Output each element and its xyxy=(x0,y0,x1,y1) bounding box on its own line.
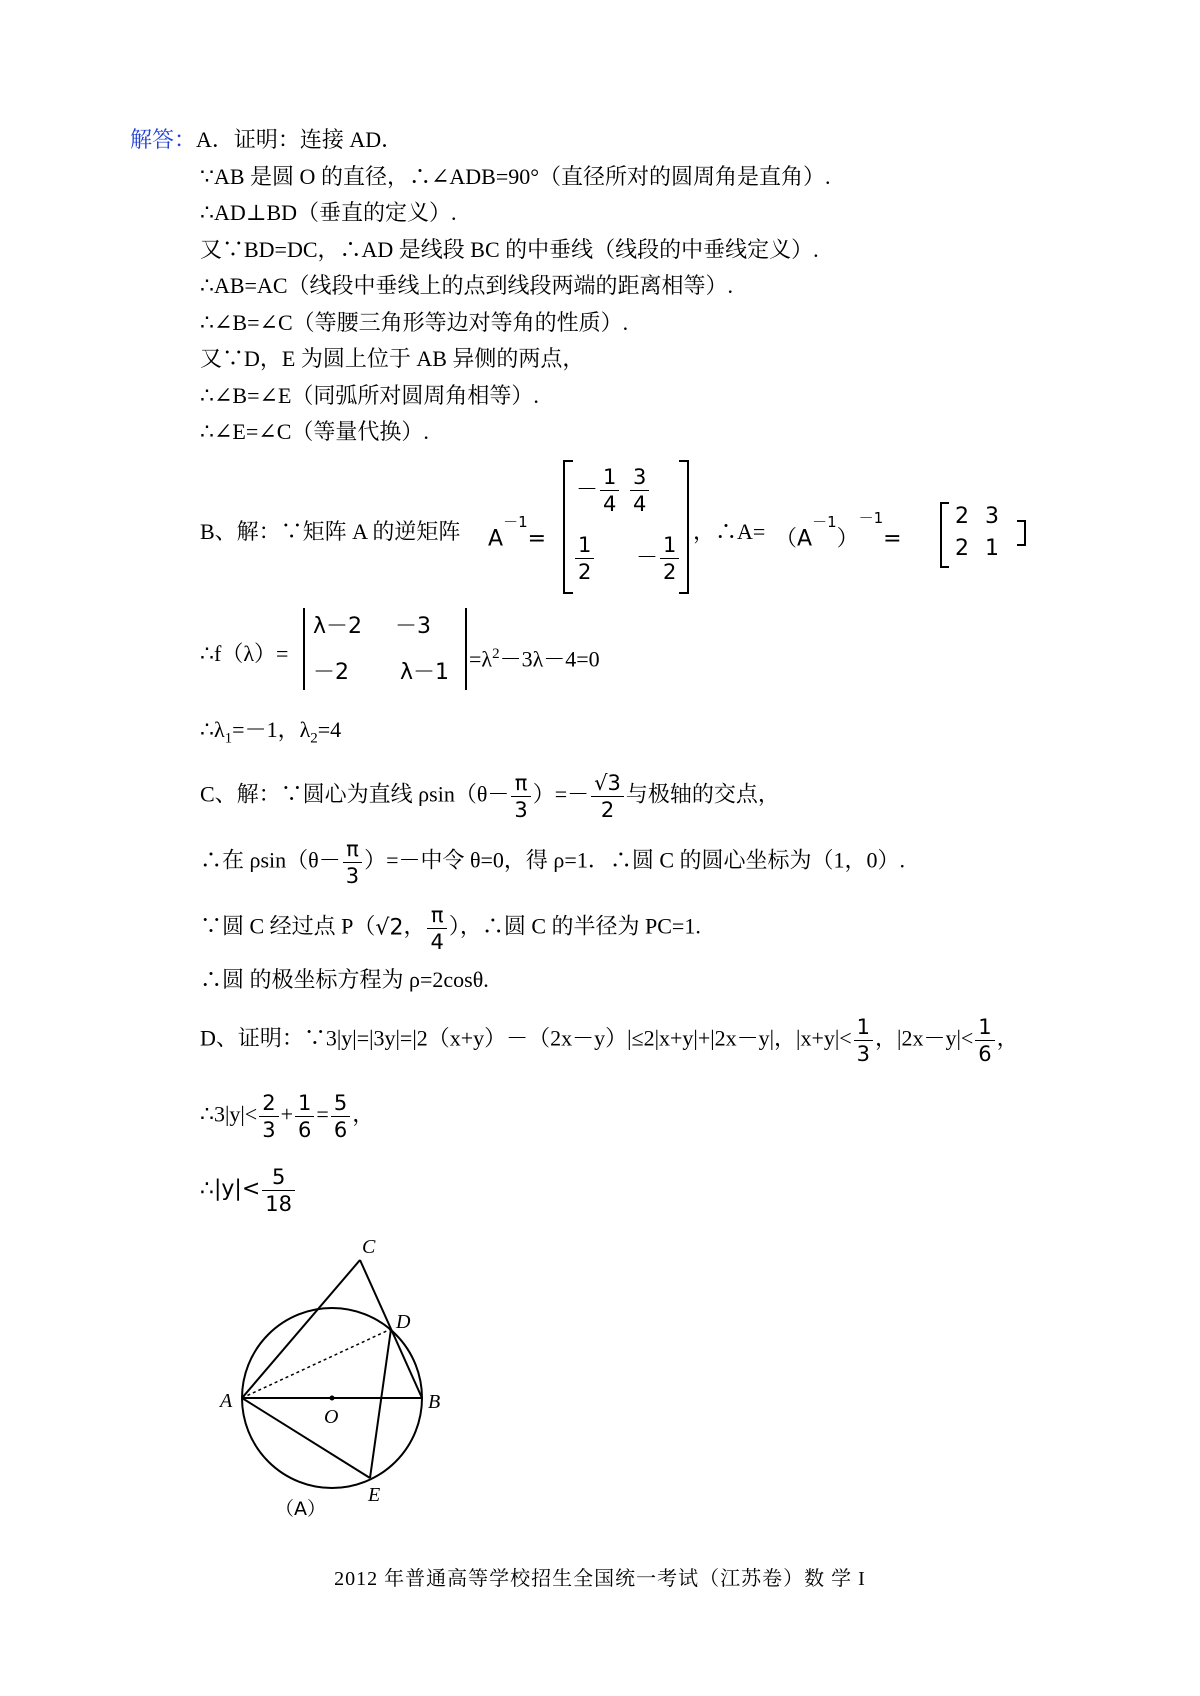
fraction xyxy=(575,532,594,585)
det-d: λ－1 xyxy=(400,660,450,685)
numerator: 1 xyxy=(295,1090,314,1117)
sub-1: 1 xyxy=(224,730,233,747)
f-lambda-result xyxy=(469,640,600,673)
five-sixths xyxy=(331,1090,350,1143)
c1-c: 与极轴的交点， xyxy=(625,781,780,807)
d2-a: ∴3|y|< xyxy=(200,1101,258,1127)
a-inverse-symbol xyxy=(488,513,547,553)
part-a-line-5: ∴AB=AC（线段中垂线上的点到线段两端的距离相等）. xyxy=(200,273,734,298)
numerator: 1 xyxy=(854,1014,873,1041)
part-a-line-2: ∵AB 是圆 O 的直径，∴∠ADB=90°（直径所对的圆周角是直角）. xyxy=(200,164,831,189)
part-a-line-3: ∴AD⊥BD（垂直的定义）. xyxy=(200,200,457,225)
part-c-line-2 xyxy=(200,836,905,889)
denominator: 6 xyxy=(978,1042,992,1066)
c1-b: ）=－ xyxy=(532,781,590,807)
numerator: π xyxy=(427,902,446,929)
roots-a: ∴λ xyxy=(200,717,225,742)
page-footer: 2012 年普通高等学校招生全国统一考试（江苏卷）数 学 I xyxy=(334,1568,866,1590)
plus: + xyxy=(280,1101,294,1127)
part-c-line-4: ∴圆 的极坐标方程为 ρ=2cosθ. xyxy=(200,967,489,992)
sub-2: 2 xyxy=(310,730,318,747)
pi-over-3 xyxy=(343,836,362,889)
numerator: 3 xyxy=(630,464,649,491)
pi-over-3 xyxy=(511,770,530,823)
exponent: 2 xyxy=(492,646,500,662)
f-lambda-prefix: ∴f（λ）= xyxy=(200,641,289,666)
denominator: 2 xyxy=(578,560,592,584)
outer-exponent: －1 xyxy=(858,509,884,527)
part-d-line-3 xyxy=(200,1164,297,1217)
label-c: C xyxy=(362,1236,376,1258)
matrix-left-bracket xyxy=(563,460,573,594)
matrix-a21 xyxy=(573,532,596,585)
five-eighteenths xyxy=(262,1164,295,1217)
denominator: 6 xyxy=(333,1118,348,1142)
minus-sign: － xyxy=(636,545,659,571)
therefore-a-equals: ，∴A= xyxy=(693,519,766,544)
part-a-line-1: A．证明：连接 AD． xyxy=(196,127,404,152)
sqrt3-over-2 xyxy=(591,770,624,823)
numerator: π xyxy=(511,770,530,797)
denominator: 4 xyxy=(633,492,647,516)
paren-close: ） xyxy=(836,526,859,552)
c3-b: ），∴圆 C 的半径为 PC=1. xyxy=(448,913,701,939)
denominator: 3 xyxy=(262,1118,276,1142)
d2-end: ， xyxy=(352,1101,375,1127)
numerator: 5 xyxy=(262,1164,295,1191)
part-a-line-4: 又∵BD=DC，∴AD 是线段 BC 的中垂线（线段的中垂线定义）. xyxy=(200,237,819,262)
a-inverse-inverse xyxy=(775,509,902,553)
segment-de xyxy=(370,1329,391,1478)
eigen-roots xyxy=(200,716,341,752)
part-d-line-2 xyxy=(200,1090,374,1143)
numerator: 1 xyxy=(660,532,679,559)
d3-a: ∴|y|< xyxy=(200,1176,261,1202)
det-c: －2 xyxy=(313,660,349,685)
minus-sign: － xyxy=(576,477,599,503)
matrix2-left-bracket xyxy=(940,502,949,568)
denominator: 3 xyxy=(514,798,528,822)
denominator: 6 xyxy=(298,1118,312,1142)
label-b: B xyxy=(428,1391,441,1413)
denominator: 4 xyxy=(430,930,444,954)
numerator: 1 xyxy=(575,532,594,559)
fraction xyxy=(600,464,619,517)
segment-ae xyxy=(242,1398,370,1478)
sqrt2: √2 xyxy=(375,915,404,941)
pi-over-4 xyxy=(427,902,446,955)
c2-b: ）=－中令 θ=0，得 ρ=1．∴圆 C 的圆心坐标为（1，0）. xyxy=(364,847,905,873)
matrix2-a: 2 xyxy=(955,504,969,529)
c1-a: C、解：∵圆心为直线 ρsin（θ－ xyxy=(200,781,510,807)
inner-exponent: －1 xyxy=(812,513,837,531)
part-d-line-1 xyxy=(200,1014,1019,1067)
denominator: 18 xyxy=(265,1192,293,1216)
geometry-figure xyxy=(200,1225,460,1525)
numerator: 1 xyxy=(600,464,619,491)
matrix2-right-bracket xyxy=(1017,520,1026,546)
matrix2-c: 2 xyxy=(955,536,969,561)
comma: ， xyxy=(403,913,426,939)
part-b-intro: B、解：∵矩阵 A 的逆矩阵 xyxy=(200,519,461,544)
matrix-a12 xyxy=(628,464,651,517)
one-sixth xyxy=(975,1014,994,1067)
equals: = xyxy=(316,1101,329,1127)
numerator: 1 xyxy=(975,1014,994,1041)
matrix2-b: 3 xyxy=(985,504,999,529)
c3-a: ∵圆 C 经过点 P（ xyxy=(200,913,376,939)
label-d: D xyxy=(396,1311,411,1333)
denominator: 3 xyxy=(345,864,360,888)
equals-sign: = xyxy=(527,526,547,552)
center-point xyxy=(330,1396,335,1401)
numerator: 2 xyxy=(259,1090,278,1117)
fraction xyxy=(660,532,679,585)
answer-label: 解答： xyxy=(130,127,197,152)
a-symbol: A xyxy=(488,526,504,552)
result-b: －3λ－4=0 xyxy=(499,646,600,672)
result-a: =λ xyxy=(469,646,493,672)
part-c-line-1 xyxy=(200,770,780,823)
denominator: 3 xyxy=(856,1042,871,1066)
matrix-a22 xyxy=(636,532,681,585)
c2-a: ∴在 ρsin（θ－ xyxy=(200,847,341,873)
segment-ac xyxy=(242,1260,360,1398)
figure-caption: （A） xyxy=(275,1498,326,1520)
a-inverse-exponent: －1 xyxy=(503,513,528,531)
one-sixth xyxy=(295,1090,314,1143)
d1-b: ，|2x－y|< xyxy=(875,1025,974,1051)
label-e: E xyxy=(368,1484,381,1506)
part-c-line-3 xyxy=(200,902,701,955)
label-a: A xyxy=(220,1390,233,1412)
equals-sign: = xyxy=(883,526,902,552)
denominator: 2 xyxy=(600,798,615,822)
roots-b: =－1，λ xyxy=(232,717,311,742)
one-third xyxy=(854,1014,873,1067)
roots-c: =4 xyxy=(317,717,342,742)
numerator: 5 xyxy=(331,1090,350,1117)
det-left-bar xyxy=(303,608,305,690)
d1-c: ， xyxy=(996,1025,1019,1051)
numerator: π xyxy=(343,836,362,863)
denominator: 4 xyxy=(603,492,617,516)
paren-open: （A xyxy=(775,526,813,552)
det-b: －3 xyxy=(395,614,431,639)
det-right-bar xyxy=(465,608,467,690)
numerator: √3 xyxy=(591,770,624,797)
part-a-line-8: ∴∠B=∠E（同弧所对圆周角相等）. xyxy=(200,383,539,408)
part-a-line-7: 又∵D，E 为圆上位于 AB 异侧的两点， xyxy=(200,346,585,371)
d1-a: D、证明：∵3|y|=|3y|=|2（x+y）－（2x－y）|≤2|x+y|+|2x－y|，|x+y|< xyxy=(200,1025,852,1051)
det-a: λ－2 xyxy=(313,614,363,639)
denominator: 2 xyxy=(663,560,677,584)
answer-line-1 xyxy=(130,126,403,154)
fraction xyxy=(630,464,649,517)
matrix-a11 xyxy=(576,464,621,517)
label-o: O xyxy=(324,1406,339,1428)
part-a-line-9: ∴∠E=∠C（等量代换）. xyxy=(200,419,429,444)
part-a-line-6: ∴∠B=∠C（等腰三角形等边对等角的性质）. xyxy=(200,310,629,335)
two-thirds xyxy=(259,1090,278,1143)
matrix2-d: 1 xyxy=(985,536,999,561)
